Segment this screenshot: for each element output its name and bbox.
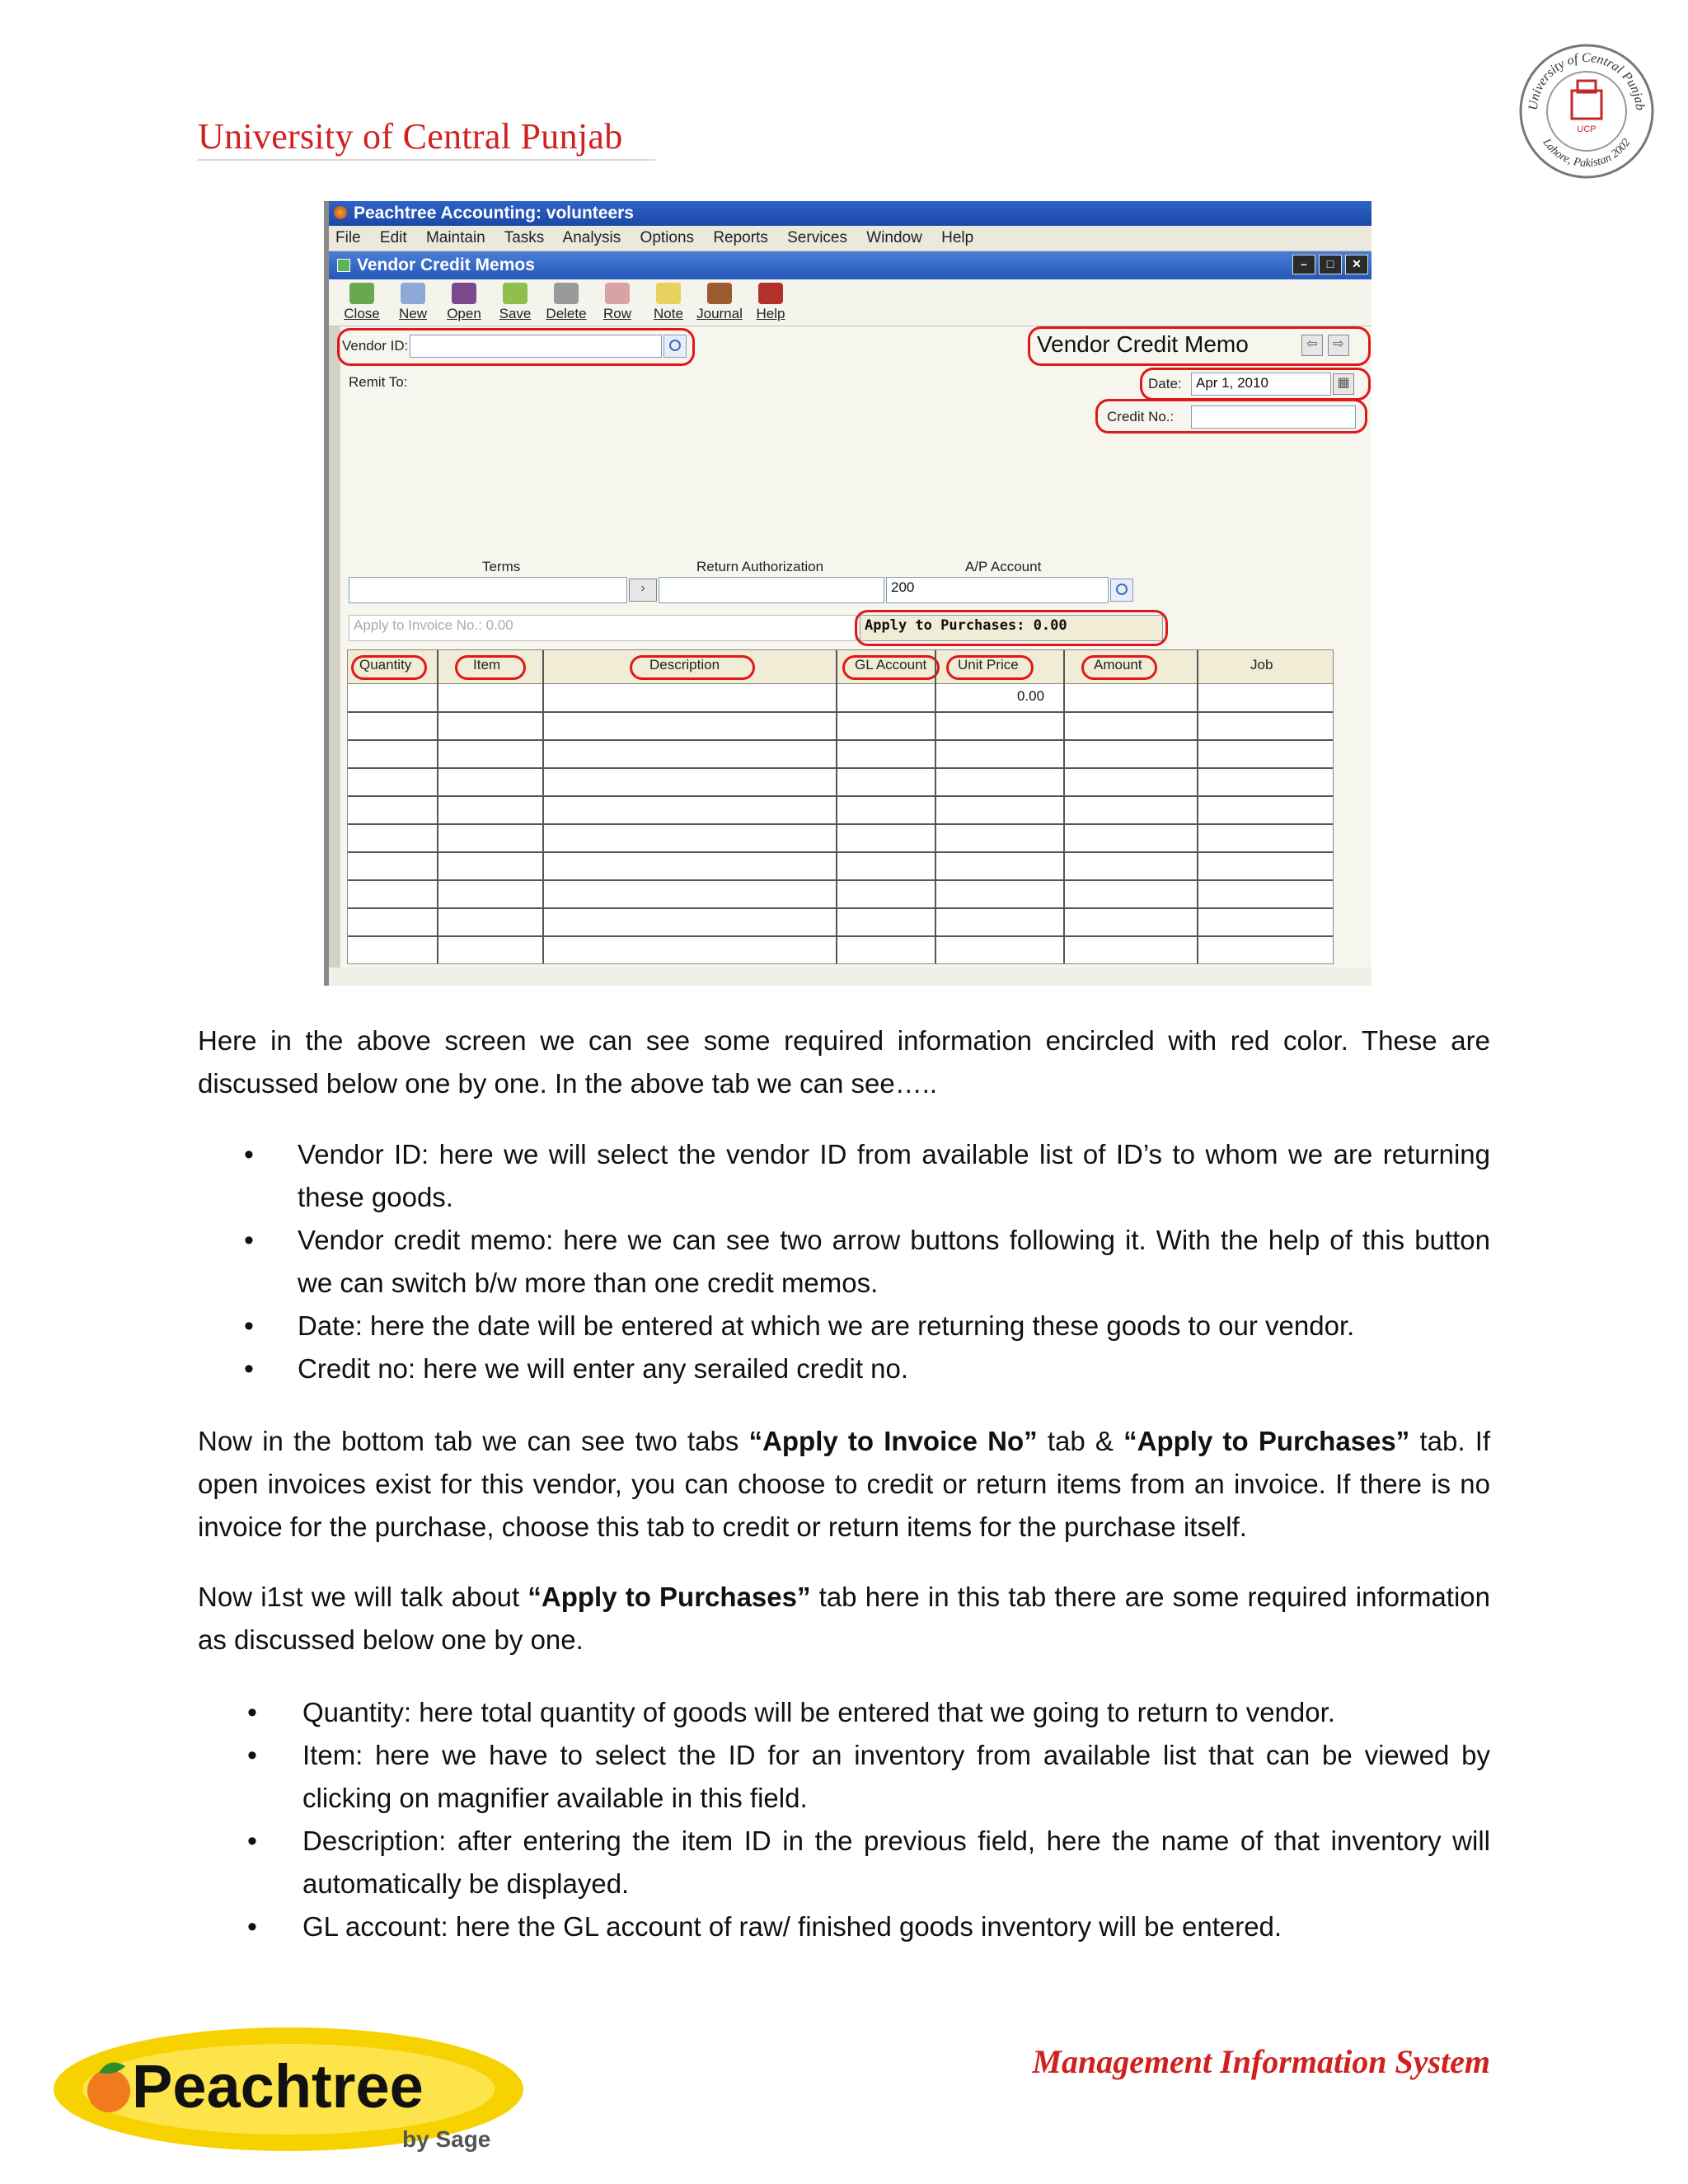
purchase-fields-list [198, 1691, 1490, 1948]
note-button[interactable]: Note [644, 283, 693, 326]
date-input[interactable]: Apr 1, 2010 [1191, 373, 1331, 396]
close-window-button[interactable]: ✕ [1345, 255, 1368, 274]
menu-window[interactable]: Window [866, 229, 922, 246]
date-highlight [1140, 368, 1371, 401]
form-title-highlight [1028, 326, 1371, 366]
grid-divider [836, 650, 837, 963]
col-item: Item [473, 657, 501, 673]
child-window-titlebar [329, 251, 1372, 279]
maximize-button[interactable]: □ [1319, 255, 1342, 274]
toolbar [329, 279, 1372, 326]
list-item: • Vendor ID: here we will select the vendor ID from available list of ID’s to whom we are returning these goods. [198, 1133, 1490, 1219]
col-gl-account: GL Account [855, 657, 927, 673]
ap-account-search-icon[interactable] [1110, 579, 1133, 602]
col-quantity: Quantity [359, 657, 412, 673]
menu-maintain[interactable]: Maintain [425, 229, 485, 246]
next-memo-button[interactable]: ⇨ [1328, 335, 1349, 356]
grid-row-line [348, 739, 1333, 741]
grid-row-line [348, 907, 1333, 909]
gl-account-highlight [842, 655, 940, 680]
close-icon [349, 283, 374, 304]
menu-reports[interactable]: Reports [713, 229, 768, 246]
date-label: Date: [1148, 376, 1182, 391]
remit-to-label: Remit To: [349, 374, 408, 390]
logo-text: Peachtree [132, 2052, 424, 2121]
seal-subtext: Lahore, Pakistan 2002 [1540, 136, 1634, 171]
menu-tasks[interactable]: Tasks [504, 229, 545, 246]
previous-memo-button[interactable]: ⇦ [1301, 335, 1323, 356]
grid-row-line [348, 711, 1333, 713]
seal-text: University of Central Punjab [1526, 50, 1648, 111]
terms-input[interactable] [349, 577, 627, 603]
grid-divider [542, 650, 544, 963]
seal-initials: UCP [1577, 124, 1597, 134]
grid-divider [1197, 650, 1198, 963]
ap-account-input[interactable]: 200 [886, 577, 1109, 603]
menu-help[interactable]: Help [941, 229, 974, 246]
delete-icon [554, 283, 579, 304]
university-title: University of Central Punjab [198, 116, 623, 157]
form-fields-list [198, 1133, 1490, 1390]
vendor-id-label: Vendor ID: [342, 338, 409, 354]
minimize-button[interactable]: – [1292, 255, 1315, 274]
unit-price-highlight [946, 655, 1034, 680]
return-authorization-label: Return Authorization [696, 559, 824, 574]
list-item: • Credit no: here we will enter any serailed credit no. [198, 1347, 1490, 1390]
ap-account-label: A/P Account [965, 559, 1042, 574]
grid-row-line [348, 823, 1333, 825]
col-amount: Amount [1094, 657, 1142, 673]
menu-file[interactable]: File [335, 229, 361, 246]
grid-divider [437, 650, 438, 963]
line-item-grid [347, 649, 1334, 964]
purchases-paragraph: Now i1st we will talk about “Apply to Purchases” tab here in this tab there are some required information as discussed below one by one. [198, 1582, 1490, 1655]
form-title: Vendor Credit Memo [1037, 331, 1249, 357]
course-title: Management Information System [1032, 2043, 1490, 2080]
row-button[interactable]: Row [593, 283, 642, 326]
col-job: Job [1250, 657, 1273, 673]
open-icon [452, 283, 476, 304]
delete-button[interactable]: Delete [542, 283, 591, 326]
grid-row-line [348, 851, 1333, 853]
quantity-highlight [351, 655, 427, 680]
title-underline [198, 159, 655, 161]
return-authorization-input[interactable] [659, 577, 884, 603]
peachtree-logo-icon [49, 2023, 528, 2155]
university-seal-icon [1512, 33, 1661, 181]
credit-memo-form [329, 326, 1372, 968]
item-highlight [455, 655, 526, 680]
grid-divider [935, 650, 936, 963]
row-icon [605, 283, 630, 304]
list-item: • Vendor credit memo: here we can see two arrow buttons following it. With the help of this button we can switch b/w more than one credit memos. [198, 1219, 1490, 1305]
grid-row-line [348, 935, 1333, 937]
menu-analysis[interactable]: Analysis [562, 229, 621, 246]
tab-apply-to-purchases[interactable]: Apply to Purchases: 0.00 [860, 615, 1163, 641]
journal-icon [707, 283, 732, 304]
list-item: • Quantity: here total quantity of goods will be entered that we going to return to vendor. [198, 1691, 1490, 1734]
peachtree-app-icon [334, 206, 347, 219]
app-title: Peachtree Accounting: volunteers [354, 204, 634, 223]
vendor-id-highlight [337, 328, 695, 366]
calendar-icon[interactable]: ▦ [1333, 373, 1354, 395]
amount-highlight [1081, 655, 1157, 680]
open-button[interactable]: Open [439, 283, 489, 326]
app-titlebar [329, 201, 1372, 226]
tab-apply-to-invoice[interactable]: Apply to Invoice No.: 0.00 [349, 615, 856, 641]
list-item: • Item: here we have to select the ID for an inventory from available list that can be viewed by clicking on magnifier available in this field. [198, 1734, 1490, 1820]
apply-purchases-highlight [855, 610, 1168, 646]
window-icon [337, 259, 350, 272]
grid-row-line [348, 879, 1333, 881]
new-icon [401, 283, 425, 304]
description-highlight [630, 655, 755, 680]
grid-row-line [348, 795, 1333, 797]
menu-services[interactable]: Services [787, 229, 847, 246]
save-button[interactable]: Save [490, 283, 540, 326]
peachtree-screenshot [324, 201, 1372, 986]
list-item: • GL account: here the GL account of raw/ finished goods inventory will be entered. [198, 1905, 1490, 1948]
credit-no-label: Credit No.: [1107, 409, 1175, 424]
grid-divider [1063, 650, 1065, 963]
col-description: Description [649, 657, 720, 673]
close-button[interactable]: Close [337, 283, 387, 326]
terms-expand-button[interactable]: › [629, 579, 657, 602]
grid-row-line [348, 767, 1333, 769]
tabs-paragraph: Now in the bottom tab we can see two tabs “Apply to Invoice No” tab & “Apply to Purchases” tab. If open invoices exist for this vendor, you can choose to credit or return items from an invoice. If there is no invoice for the purchase, choose this tab to credit or return items for the purchase itself. [198, 1426, 1491, 1542]
help-button[interactable]: Help [746, 283, 795, 326]
logo-subtext: by Sage [402, 2126, 491, 2152]
menu-bar [329, 226, 1372, 251]
note-icon [656, 283, 681, 304]
window-title: Vendor Credit Memos [357, 255, 535, 274]
list-item: • Date: here the date will be entered at which we are returning these goods to our vendor. [198, 1305, 1490, 1347]
new-button[interactable]: New [388, 283, 438, 326]
list-item: • Description: after entering the item ID in the previous field, here the name of that inventory will automatically be displayed. [198, 1820, 1490, 1905]
intro-paragraph: Here in the above screen we can see some required information encircled with red color. These are discussed below one by one. In the above tab we can see….. [198, 1025, 1490, 1099]
help-icon [758, 283, 783, 304]
journal-button[interactable]: Journal [695, 283, 744, 326]
credit-no-highlight [1095, 399, 1367, 434]
col-unit-price: Unit Price [958, 657, 1019, 673]
unit-price-cell[interactable]: 0.00 [1017, 688, 1045, 704]
menu-options[interactable]: Options [640, 229, 695, 246]
menu-edit[interactable]: Edit [379, 229, 407, 246]
terms-label: Terms [482, 559, 521, 574]
save-icon [503, 283, 528, 304]
